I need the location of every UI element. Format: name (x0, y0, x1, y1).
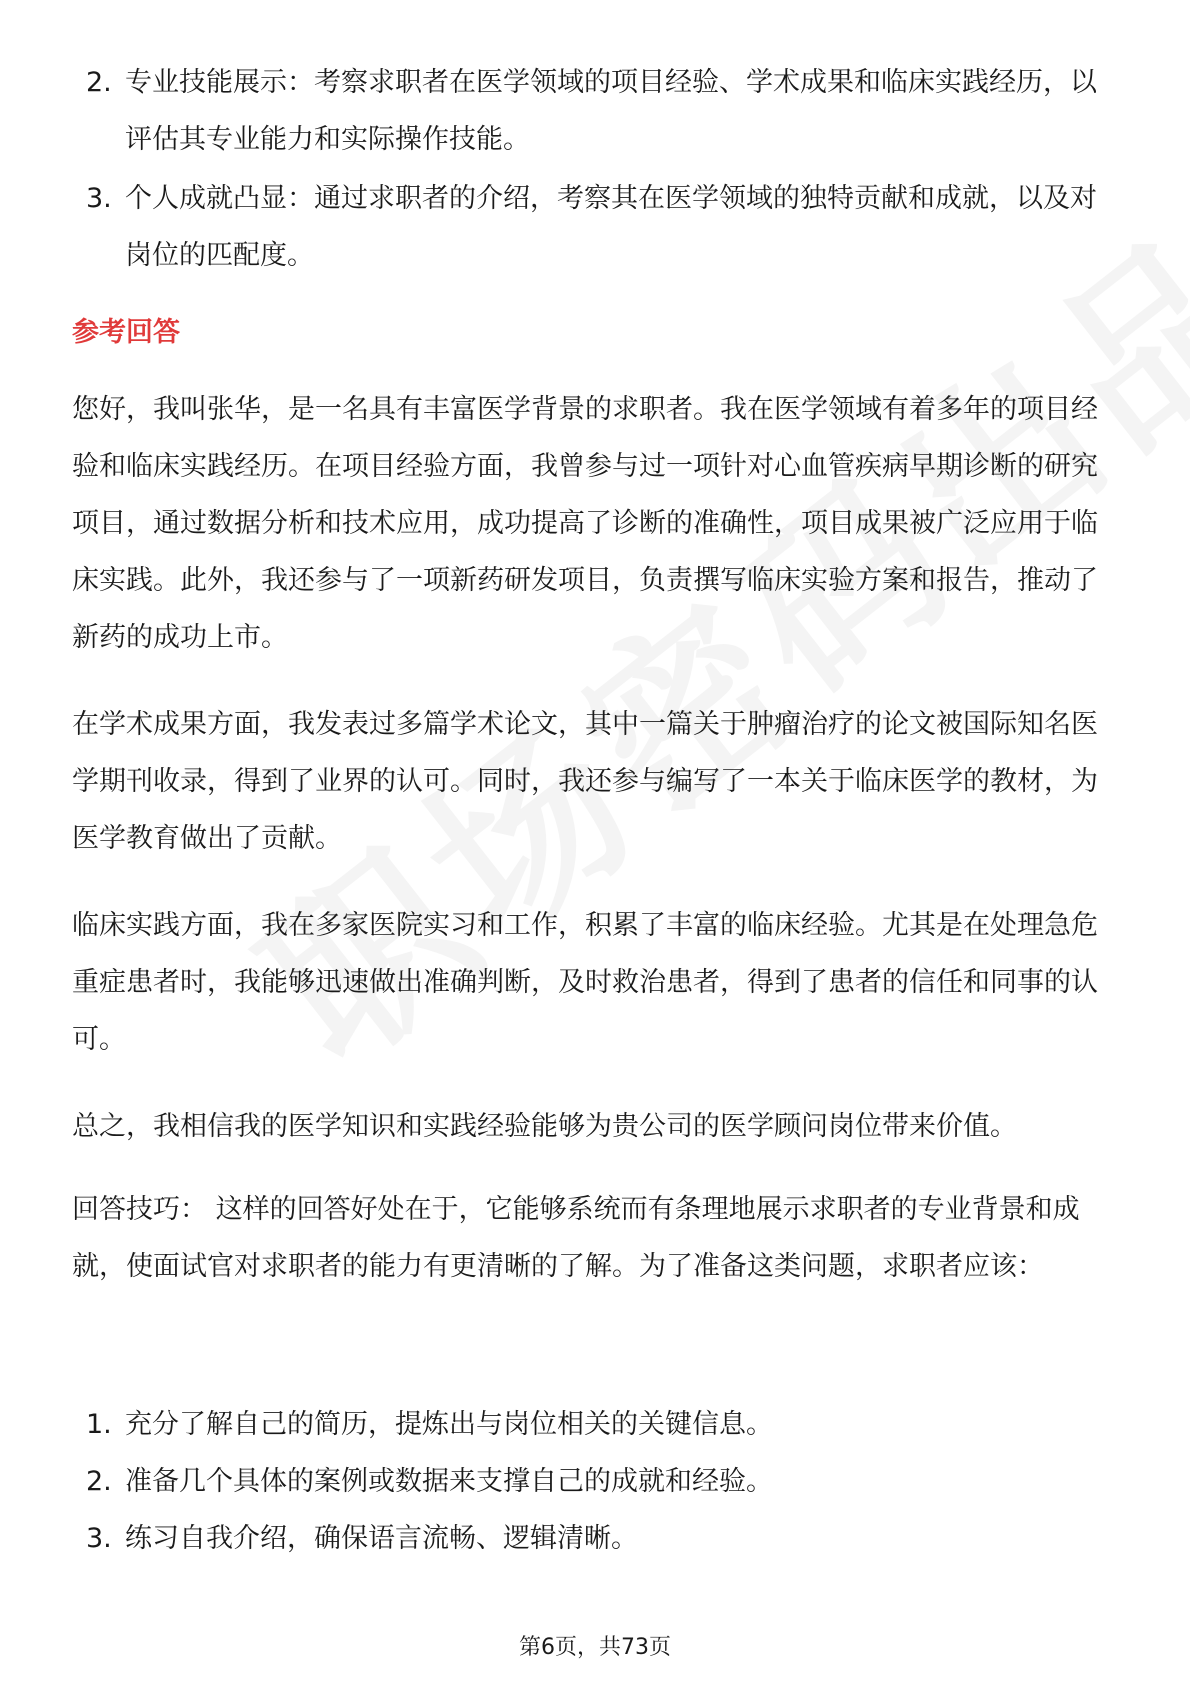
list-item (0, 1396, 1100, 1453)
requirements-list (0, 54, 1100, 284)
list-item-number: 2. (86, 67, 112, 98)
answer-paragraph: 您好，我叫张华，是一名具有丰富医学背景的求职者。我在医学领域有着多年的项目经验和临床实践经历。在项目经验方面，我曾参与过一项针对心血管疾病早期诊断的研究项目，通过数据分析和技术应用，成功提高了诊断的准确性，项目成果被广泛应用于临床实践。此外，我还参与了一项新药研发项目，负责撰写临床实验方案和报告，推动了新药的成功上市。 (72, 394, 1098, 653)
list-item (0, 170, 1100, 284)
list-item-number: 2. (86, 1466, 112, 1497)
list-item-text: 准备几个具体的案例或数据来支撑自己的成就和经验。 (125, 1466, 773, 1497)
list-item (0, 54, 1100, 168)
list-item-number: 1. (86, 1409, 112, 1440)
list-item-text: 专业技能展示：考察求职者在医学领域的项目经验、学术成果和临床实践经历，以评估其专业能力和实际操作技能。 (125, 67, 1097, 155)
list-item-text: 充分了解自己的简历，提炼出与岗位相关的关键信息。 (125, 1409, 773, 1440)
answer-paragraph: 总之，我相信我的医学知识和实践经验能够为贵公司的医学顾问岗位带来价值。 (72, 1111, 1017, 1142)
list-item (0, 1453, 1100, 1510)
answer-paragraph: 临床实践方面，我在多家医院实习和工作，积累了丰富的临床经验。尤其是在处理急危重症患者时，我能够迅速做出准确判断，及时救治患者，得到了患者的信任和同事的认可。 (72, 910, 1098, 1055)
list-item-number: 3. (86, 183, 112, 214)
list-item-text: 练习自我介绍，确保语言流畅、逻辑清晰。 (125, 1523, 638, 1554)
page-number: 第6页，共73页 (519, 1635, 671, 1660)
tips-list (0, 1396, 1100, 1567)
list-item-number: 3. (86, 1523, 112, 1554)
section-heading: 参考回答 (72, 317, 180, 348)
answer-paragraph: 在学术成果方面，我发表过多篇学术论文，其中一篇关于肿瘤治疗的论文被国际知名医学期刊收录，得到了业界的认可。同时，我还参与编写了一本关于临床医学的教材，为医学教育做出了贡献。 (72, 709, 1098, 854)
list-item (0, 1510, 1100, 1567)
tips-intro: 回答技巧： 这样的回答好处在于，它能够系统而有条理地展示求职者的专业背景和成就，使面试官对求职者的能力有更清晰的了解。为了准备这类问题，求职者应该： (72, 1194, 1080, 1282)
list-item-text: 个人成就凸显：通过求职者的介绍，考察其在医学领域的独特贡献和成就，以及对岗位的匹配度。 (125, 183, 1097, 271)
